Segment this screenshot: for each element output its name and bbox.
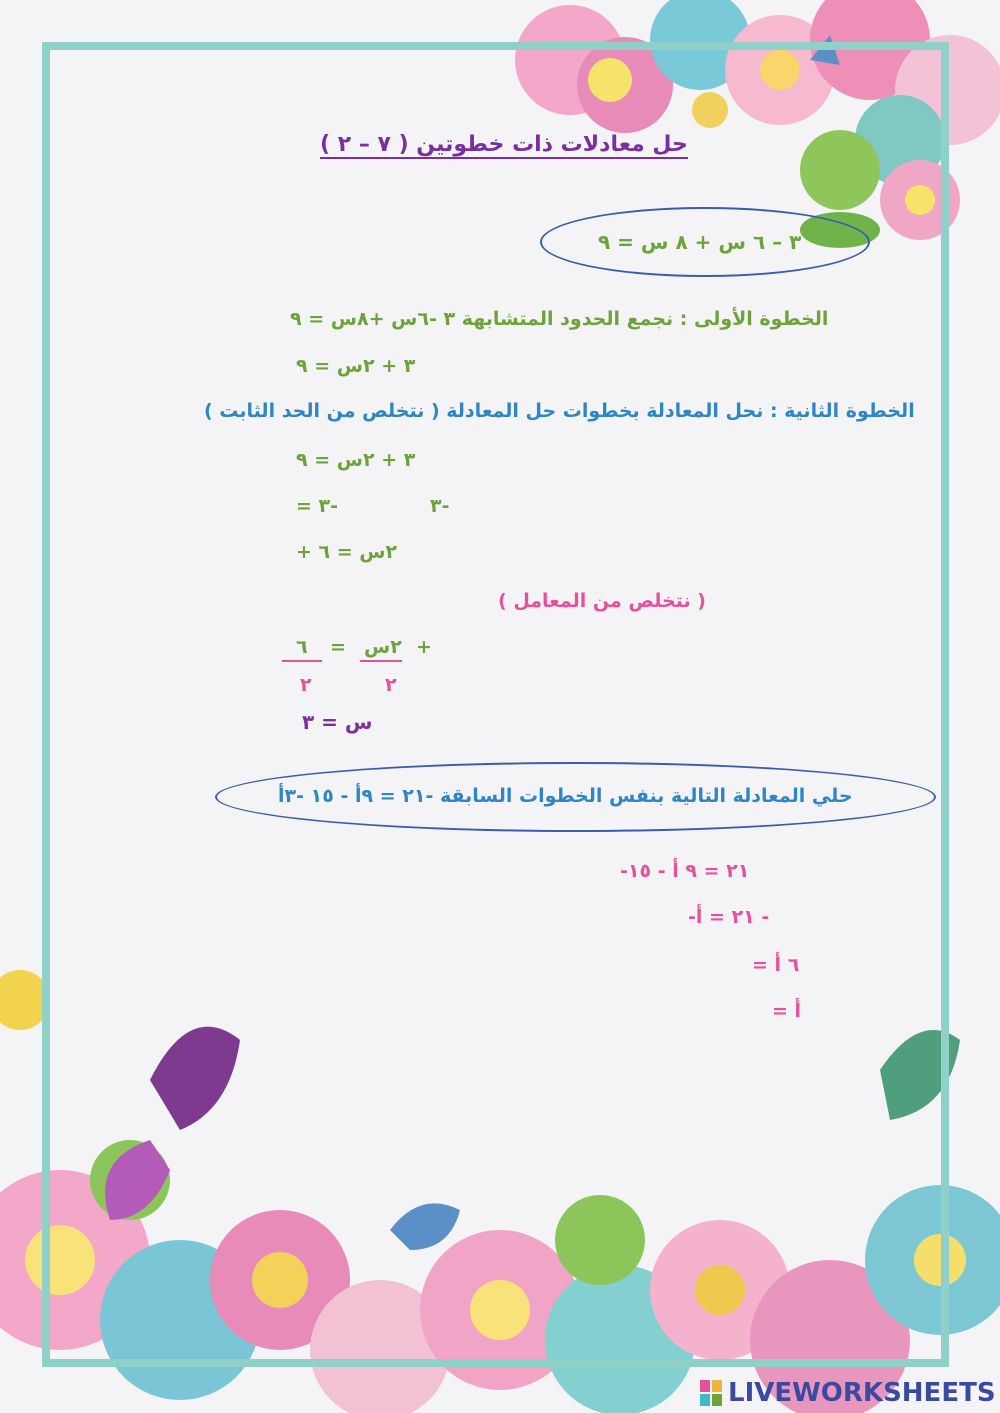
main-equation: ٣ – ٦ س + ٨ س = ٩ [598,230,802,254]
exercise-row4: = أ [772,1000,802,1022]
fraction-bar-left [360,660,402,662]
step1-label: الخطوة الأولى : نجمع الحدود المتشابهة ٣ -٦س +٨س = ٩ [290,308,829,330]
exercise-prompt: حلي المعادلة التالية بنفس الخطوات السابقة -٢١ = ٩أ - ١٥ -٣أ [278,785,853,807]
step2-answer: س = ٣ [302,710,373,734]
divisor-right: ٢ [300,674,312,696]
step2-line2-right: = ٣- [296,495,339,517]
exercise-row2: -٢١ = أ - [688,906,770,928]
coefficient-note: ( نتخلص من المعامل ) [498,590,706,612]
step2-line3: + ٢س = ٦ [296,541,398,563]
step1-result: ٣ + ٢س = ٩ [296,355,416,377]
liveworksheets-logo-icon [700,1380,724,1406]
step2-label: الخطوة الثانية : نحل المعادلة بخطوات حل المعادلة ( نتخلص من الحد الثابت ) [204,400,915,422]
divisor-left: ٢ [385,674,397,696]
exercise-row3: = ٦ أ [752,954,800,976]
step2-line4-eq: = [330,636,346,658]
exercise-row1: -٢١ = ٩ أ - ١٥ [620,860,750,882]
page-title: ( ٧ – ٢ ) حل معادلات ذات خطوتين [320,132,688,157]
liveworksheets-watermark: LIVEWORKSHEETS [728,1378,996,1408]
step2-line4-val: ٦ [296,636,308,658]
step2-line4-plus: + [416,636,432,658]
step2-line4-coef: ٢س [364,636,402,658]
fraction-bar-right [282,660,322,662]
step2-line2-left: ٣- [430,495,450,517]
step2-line1: ٣ + ٢س = ٩ [296,449,416,471]
